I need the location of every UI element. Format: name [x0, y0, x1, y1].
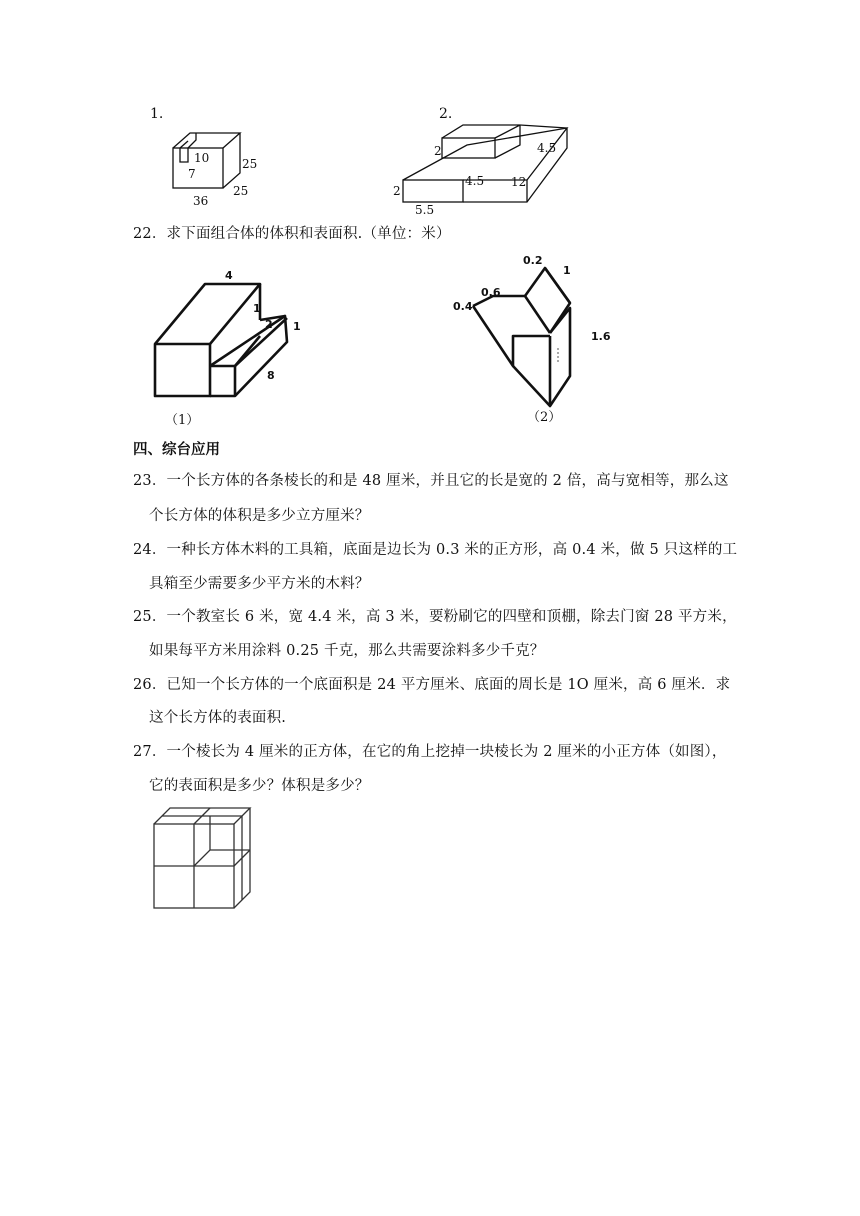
q22-fig2-dim-0.6: 0.6: [481, 286, 501, 299]
fig1-dim-25b: 25: [233, 184, 249, 198]
q22-figure-2: [445, 248, 625, 433]
q22-fig1-caption: （1）: [165, 413, 200, 428]
fig2-dim-2a: 2: [434, 144, 442, 158]
q22-fig2-dim-0.2: 0.2: [523, 254, 543, 267]
q22-fig1-dim-8: 8: [267, 369, 275, 382]
top-figure-1: [140, 100, 280, 215]
fig1-dim-36: 36: [193, 194, 209, 208]
q22-fig1-dim-4: 4: [225, 269, 233, 282]
q22-fig2-dim-0.4: 0.4: [453, 300, 473, 313]
top-figure-2: [385, 100, 585, 220]
fig1-dim-10: 10: [194, 151, 210, 165]
fig1-dim-25a: 25: [242, 157, 258, 171]
question-22: 22．求下面组合体的体积和表面积.（单位：米）: [133, 226, 451, 242]
question-27-line-1: 27．一个棱长为 4 厘米的正方体，在它的角上挖掉一块棱长为 2 厘米的小正方体（如图），: [133, 744, 727, 760]
q22-fig2-caption: （2）: [527, 410, 562, 425]
fig2-dim-5.5: 5.5: [415, 203, 435, 217]
fig2-dim-12: 12: [511, 175, 527, 189]
q22-fig2-dim-1.6: 1.6: [591, 330, 611, 343]
fig1-dim-7: 7: [188, 167, 196, 181]
question-25-line-1: 25．一个教室长 6 米，宽 4.4 米，高 3 米，要粉刷它的四壁和顶棚，除去门窗 28 平方米，: [133, 609, 737, 625]
question-25-line-2: 如果每平方米用涂料 0.25 千克，那么共需要涂料多少千克？: [149, 643, 545, 659]
question-26-line-2: 这个长方体的表面积.: [149, 710, 287, 726]
q22-fig1-dim-1a: 1: [253, 302, 261, 315]
question-23-line-1: 23．一个长方体的各条棱长的和是 48 厘米，并且它的长是宽的 2 倍，高与宽相等，那么这: [133, 473, 729, 489]
question-27-line-2: 它的表面积是多少？体积是多少？: [149, 778, 370, 794]
fig2-dim-4.5b: 4.5: [465, 174, 485, 188]
section-title: 四、综台应用: [133, 442, 220, 458]
q22-fig2-dim-1: 1: [563, 264, 571, 277]
fig1-label: 1.: [150, 106, 164, 122]
q22-figure-1: [145, 262, 315, 432]
fig2-dim-2b: 2: [393, 184, 401, 198]
question-24-line-2: 具箱至少需要多少平方米的木料？: [149, 576, 370, 592]
question-26-line-1: 26．已知一个长方体的一个底面积是 24 平方厘米、底面的周长是 1O 厘米，高 6 厘米．求: [133, 677, 731, 693]
fig2-label: 2.: [439, 106, 453, 122]
q22-fig1-dim-1b: 1: [293, 320, 301, 333]
question-23-line-2: 个长方体的体积是多少立方厘米？: [149, 508, 370, 524]
q22-fig1-dim-2: 2: [265, 318, 273, 331]
q27-cube-figure: [148, 800, 268, 915]
fig2-dim-4.5a: 4.5: [537, 141, 557, 155]
question-24-line-1: 24．一种长方体木料的工具箱，底面是边长为 0.3 米的正方形，高 0.4 米，做 5 只这样的工: [133, 542, 738, 558]
